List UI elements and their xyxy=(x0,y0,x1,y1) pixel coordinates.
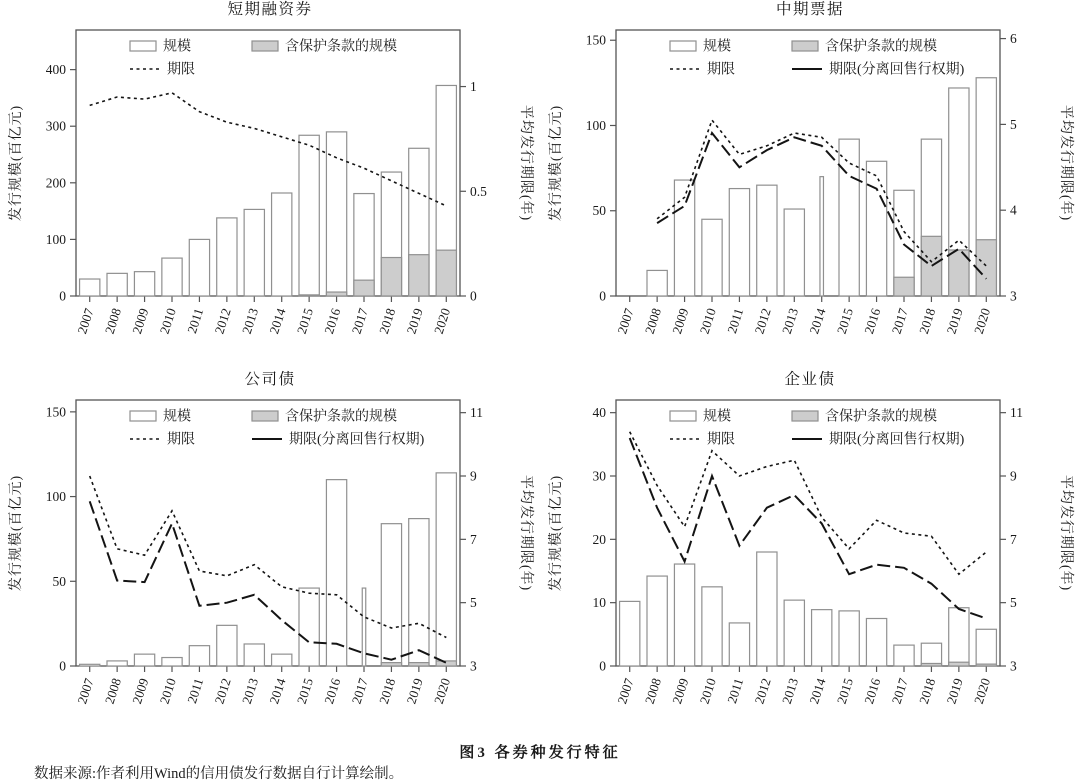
legend-swatch-scale xyxy=(670,41,696,51)
bar-scale xyxy=(409,519,429,666)
left-axis-label: 发行规模(百亿元) xyxy=(9,474,24,592)
right-tick-label: 0.5 xyxy=(470,183,487,199)
left-tick-label: 0 xyxy=(59,288,66,304)
x-tick-label-year: 2013 xyxy=(778,676,802,706)
x-tick-label-year: 2013 xyxy=(238,676,262,706)
legend-label-maturity_split: 期限(分离回售行权期) xyxy=(289,432,425,448)
x-tick-label-year: 2009 xyxy=(669,306,692,336)
maturity-line xyxy=(630,432,987,575)
legend-label-scale: 规模 xyxy=(703,39,731,55)
x-tick-label-year: 2007 xyxy=(614,676,637,706)
bar-scale xyxy=(362,588,366,666)
x-tick-label-year: 2020 xyxy=(430,306,454,336)
left-tick-label: 100 xyxy=(45,489,66,505)
bar-scale xyxy=(244,209,264,296)
right-tick-label: 4 xyxy=(1010,202,1017,218)
bar-scale xyxy=(80,279,100,296)
x-tick-label-year: 2012 xyxy=(751,306,774,336)
left-tick-label: 200 xyxy=(45,175,66,191)
legend-swatch-scale xyxy=(130,41,156,51)
x-tick-label-year: 2019 xyxy=(403,676,426,706)
x-tick-label-year: 2015 xyxy=(833,676,856,706)
legend-label-maturity: 期限 xyxy=(167,432,195,448)
legend-label-maturity_split: 期限(分离回售行权期) xyxy=(829,432,965,448)
right-tick-label: 0 xyxy=(470,288,477,304)
left-tick-label: 0 xyxy=(599,658,606,674)
x-tick-label-year: 2017 xyxy=(888,676,911,706)
x-tick-label-year: 2008 xyxy=(641,306,664,336)
bar-scale xyxy=(299,588,319,666)
x-tick-label-year: 2010 xyxy=(696,306,719,336)
chart-title: 企业债 xyxy=(784,371,836,388)
legend-swatch-protected xyxy=(792,411,818,421)
bar-scale xyxy=(381,524,401,666)
x-tick-label-year: 2019 xyxy=(943,306,966,336)
right-tick-label: 7 xyxy=(1010,531,1017,547)
legend-swatch-protected xyxy=(252,41,278,51)
left-tick-label: 100 xyxy=(45,231,66,247)
x-tick-label-year: 2016 xyxy=(321,306,344,336)
x-tick-label-year: 2015 xyxy=(833,306,856,336)
bar-scale xyxy=(866,619,886,667)
x-tick-label-year: 2014 xyxy=(266,306,289,336)
right-tick-label: 5 xyxy=(1010,116,1017,132)
left-tick-label: 100 xyxy=(585,117,606,133)
right-tick-label: 3 xyxy=(1010,288,1017,304)
right-axis-label: 平均发行期限(年) xyxy=(1058,104,1073,222)
x-tick-label-year: 2020 xyxy=(970,676,994,706)
bar-protected-scale xyxy=(436,661,456,666)
x-tick-label-year: 2018 xyxy=(375,676,399,706)
x-tick-label-year: 2017 xyxy=(348,306,371,336)
left-tick-label: 400 xyxy=(45,62,66,78)
bar-protected-scale xyxy=(409,255,429,296)
legend-label-protected: 含保护条款的规模 xyxy=(285,39,397,55)
x-tick-label-year: 2014 xyxy=(266,676,289,706)
chart-panel-medium-term-notes xyxy=(540,0,1080,370)
x-tick-label-year: 2014 xyxy=(806,676,829,706)
chart-panel-enterprise-bonds xyxy=(540,370,1080,740)
left-tick-label: 40 xyxy=(592,405,606,421)
left-tick-label: 0 xyxy=(59,658,66,674)
right-tick-label: 11 xyxy=(1010,405,1023,421)
bar-scale xyxy=(647,270,667,296)
x-tick-label-year: 2016 xyxy=(321,676,344,706)
legend-label-maturity: 期限 xyxy=(707,432,735,448)
bar-scale xyxy=(839,139,859,296)
plot-border xyxy=(76,30,460,296)
bar-protected-scale xyxy=(976,240,996,296)
chart-canvas-medium-term-notes xyxy=(540,20,1080,370)
bar-scale xyxy=(326,480,346,666)
legend-label-maturity_split: 期限(分离回售行权期) xyxy=(829,62,965,78)
bar-scale xyxy=(729,189,749,296)
left-tick-label: 300 xyxy=(45,118,66,134)
chart-title: 短期融资券 xyxy=(227,1,313,18)
x-tick-label-year: 2012 xyxy=(751,676,774,706)
bar-scale xyxy=(949,608,969,666)
chart-canvas-enterprise-bonds xyxy=(540,390,1080,740)
x-tick-label-year: 2020 xyxy=(970,306,994,336)
x-tick-label-year: 2018 xyxy=(915,306,939,336)
bar-scale xyxy=(757,552,777,666)
x-tick-label-year: 2012 xyxy=(211,306,234,336)
left-tick-label: 150 xyxy=(585,32,606,48)
left-tick-label: 0 xyxy=(599,288,606,304)
bar-protected-scale xyxy=(354,280,374,296)
bar-scale xyxy=(299,135,319,296)
bar-scale xyxy=(620,601,640,666)
x-tick-label-year: 2012 xyxy=(211,676,234,706)
bar-scale xyxy=(784,600,804,666)
x-tick-label-year: 2010 xyxy=(696,676,719,706)
right-tick-label: 7 xyxy=(470,531,477,547)
left-tick-label: 150 xyxy=(45,404,66,420)
right-tick-label: 5 xyxy=(1010,595,1017,611)
right-tick-label: 1 xyxy=(470,79,477,95)
x-tick-label-year: 2013 xyxy=(778,306,802,336)
bar-protected-scale xyxy=(436,250,456,296)
x-tick-label-year: 2010 xyxy=(156,306,179,336)
x-tick-label-year: 2007 xyxy=(74,306,97,336)
bar-scale xyxy=(217,218,237,296)
bar-scale xyxy=(189,239,209,296)
chart-canvas-corporate-bonds xyxy=(0,390,540,740)
bar-scale xyxy=(674,564,694,666)
x-tick-label-year: 2015 xyxy=(293,676,316,706)
x-tick-label-year: 2020 xyxy=(430,676,454,706)
right-axis-label: 平均发行期限(年) xyxy=(1058,474,1073,592)
figure-caption: 图3 各券种发行特征 xyxy=(459,745,621,761)
bar-scale xyxy=(107,273,127,296)
bar-scale xyxy=(107,661,127,666)
bar-protected-scale xyxy=(949,662,969,666)
bar-scale xyxy=(189,646,209,666)
legend-swatch-scale xyxy=(670,411,696,421)
legend-label-protected: 含保护条款的规模 xyxy=(825,409,937,425)
left-tick-label: 10 xyxy=(592,595,606,611)
left-tick-label: 20 xyxy=(592,531,606,547)
legend-swatch-protected xyxy=(252,411,278,421)
right-tick-label: 9 xyxy=(1010,468,1017,484)
x-tick-label-year: 2007 xyxy=(74,676,97,706)
bar-protected-scale xyxy=(326,292,346,296)
x-tick-label-year: 2011 xyxy=(724,306,747,336)
x-tick-label-year: 2016 xyxy=(861,306,884,336)
bar-protected-scale xyxy=(894,277,914,296)
right-axis-label: 平均发行期限(年) xyxy=(518,104,533,222)
bar-scale xyxy=(839,611,859,666)
right-tick-label: 9 xyxy=(470,468,477,484)
x-tick-label-year: 2013 xyxy=(238,306,262,336)
bar-scale xyxy=(784,209,804,296)
x-tick-label-year: 2010 xyxy=(156,676,179,706)
bar-scale xyxy=(647,576,667,666)
x-tick-label-year: 2015 xyxy=(293,306,316,336)
left-axis-label: 发行规模(百亿元) xyxy=(9,104,24,222)
x-tick-label-year: 2008 xyxy=(101,306,124,336)
x-tick-label-year: 2009 xyxy=(129,306,152,336)
bar-scale xyxy=(820,177,824,296)
x-tick-label-year: 2011 xyxy=(724,676,747,706)
bar-scale xyxy=(702,219,722,296)
legend-label-protected: 含保护条款的规模 xyxy=(825,39,937,55)
left-tick-label: 30 xyxy=(592,468,606,484)
x-tick-label-year: 2009 xyxy=(129,676,152,706)
bar-scale xyxy=(272,193,292,296)
legend-label-maturity: 期限 xyxy=(167,62,195,78)
legend-label-scale: 规模 xyxy=(163,39,191,55)
bar-protected-scale xyxy=(409,663,429,666)
bar-protected-scale xyxy=(381,258,401,296)
bar-scale xyxy=(244,644,264,666)
x-tick-label-year: 2018 xyxy=(375,306,399,336)
bar-scale xyxy=(757,185,777,296)
legend-label-scale: 规模 xyxy=(703,409,731,425)
left-tick-label: 50 xyxy=(592,203,606,219)
bar-scale xyxy=(162,258,182,296)
x-tick-label-year: 2011 xyxy=(184,306,207,336)
x-tick-label-year: 2018 xyxy=(915,676,939,706)
legend-label-maturity: 期限 xyxy=(707,62,735,78)
chart-canvas-short-term-financing-bonds xyxy=(0,20,540,370)
bar-scale xyxy=(729,623,749,666)
bar-scale xyxy=(702,587,722,666)
bar-scale xyxy=(326,132,346,296)
bar-scale xyxy=(866,161,886,296)
bar-scale xyxy=(80,664,100,666)
x-tick-label-year: 2014 xyxy=(806,306,829,336)
legend-label-scale: 规模 xyxy=(163,409,191,425)
right-tick-label: 6 xyxy=(1010,31,1017,47)
left-axis-label: 发行规模(百亿元) xyxy=(549,104,564,222)
chart-title: 公司债 xyxy=(244,371,296,388)
bar-protected-scale xyxy=(299,295,319,296)
data-source-note: 数据来源:作者利用Wind的信用债发行数据自行计算绘制。 xyxy=(34,766,404,782)
chart-title: 中期票据 xyxy=(775,1,844,18)
bar-scale xyxy=(921,643,941,666)
bar-scale xyxy=(894,645,914,666)
chart-panel-short-term-financing-bonds xyxy=(0,0,540,370)
bar-scale xyxy=(217,625,237,666)
right-axis-label: 平均发行期限(年) xyxy=(518,474,533,592)
legend-label-protected: 含保护条款的规模 xyxy=(285,409,397,425)
bar-protected-scale xyxy=(381,663,401,666)
bar-scale xyxy=(134,654,154,666)
bar-protected-scale xyxy=(921,236,941,296)
x-tick-label-year: 2008 xyxy=(641,676,664,706)
bar-scale xyxy=(976,629,996,666)
right-tick-label: 3 xyxy=(1010,658,1017,674)
right-tick-label: 5 xyxy=(470,595,477,611)
bar-protected-scale xyxy=(976,664,996,666)
legend-swatch-scale xyxy=(130,411,156,421)
bar-protected-scale xyxy=(921,663,941,666)
x-tick-label-year: 2007 xyxy=(614,306,637,336)
left-tick-label: 50 xyxy=(52,573,66,589)
x-tick-label-year: 2009 xyxy=(669,676,692,706)
bar-scale xyxy=(272,654,292,666)
bar-scale xyxy=(812,610,832,666)
bar-scale xyxy=(134,272,154,296)
legend-swatch-protected xyxy=(792,41,818,51)
x-tick-label-year: 2019 xyxy=(403,306,426,336)
x-tick-label-year: 2008 xyxy=(101,676,124,706)
x-tick-label-year: 2017 xyxy=(888,306,911,336)
x-tick-label-year: 2011 xyxy=(184,676,207,706)
x-tick-label-year: 2017 xyxy=(348,676,371,706)
bar-scale xyxy=(162,658,182,666)
right-tick-label: 3 xyxy=(470,658,477,674)
x-tick-label-year: 2019 xyxy=(943,676,966,706)
chart-panel-corporate-bonds xyxy=(0,370,540,740)
x-tick-label-year: 2016 xyxy=(861,676,884,706)
right-tick-label: 11 xyxy=(470,405,483,421)
left-axis-label: 发行规模(百亿元) xyxy=(549,474,564,592)
